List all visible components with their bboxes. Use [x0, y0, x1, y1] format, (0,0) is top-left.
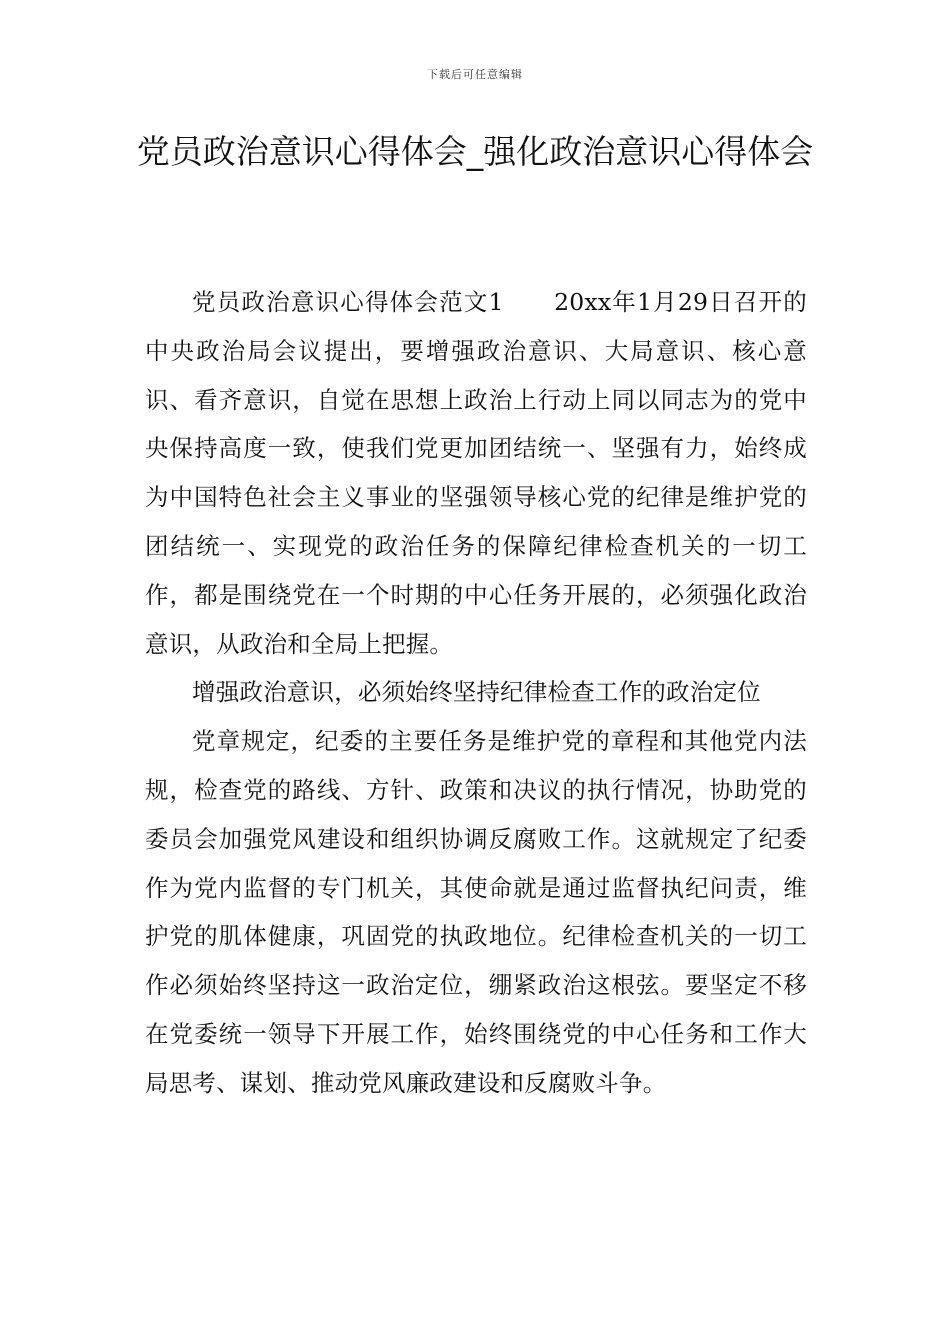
document-body [145, 278, 807, 1108]
paragraph-1: 党员政治意识心得体会范文1 20xx年1月29日召开的中央政治局会议提出，要增强政治意识、大局意识、核心意识、看齐意识，自觉在思想上政治上行动上同以同志为的党中央保持高度一致，使我们党更加团结统一、坚强有力，始终成为中国特色社会主义事业的坚强领导核心党的纪律是维护党的团结统一、实现党的政治任务的保障纪律检查机关的一切工作，都是围绕党在一个时期的中心任务开展的，必须强化政治意识，从政治和全局上把握。 [145, 288, 807, 658]
document-title: 党员政治意识心得体会_强化政治意识心得体会 [136, 132, 814, 171]
header-note: 下载后可任意编辑 [427, 68, 523, 81]
paragraph-3: 党章规定，纪委的主要任务是维护党的章程和其他党内法规，检查党的路线、方针、政策和决议的执行情况，协助党的委员会加强党风建设和组织协调反腐败工作。这就规定了纪委作为党内监督的专门机关，其使命就是通过监督执纪问责，维护党的肌体健康，巩固党的执政地位。纪律检查机关的一切工作必须始终坚持这一政治定位，绷紧政治这根弦。要坚定不移在党委统一领导下开展工作，始终围绕党的中心任务和工作大局思考、谋划、推动党风廉政建设和反腐败斗争。 [145, 727, 807, 1097]
paragraph-2: 增强政治意识，必须始终坚持纪律检查工作的政治定位 [192, 678, 761, 707]
